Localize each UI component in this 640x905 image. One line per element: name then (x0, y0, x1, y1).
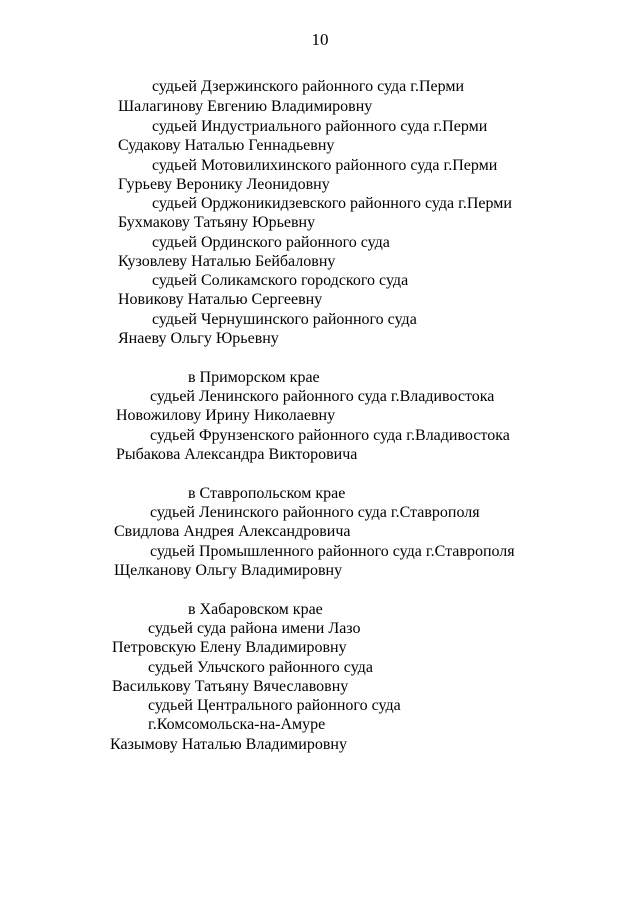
court-line: судьей суда района имени Лазо (148, 620, 361, 637)
judge-name: Новожилову Ирину Николаевну (116, 407, 336, 424)
judge-name: Казымову Наталью Владимировну (110, 736, 347, 753)
judge-name: Шалагинову Евгению Владимировну (118, 98, 373, 115)
court-line: судьей Мотовилихинского районного суда г.Перми (152, 157, 498, 174)
judge-name: Василькову Татьяну Вячеславовну (112, 678, 349, 695)
page-number: 10 (311, 30, 329, 49)
region-heading: в Приморском крае (188, 369, 320, 386)
judge-name: Новикову Наталью Сергеевну (118, 291, 323, 308)
court-line: судьей Ульчского районного суда (148, 659, 373, 676)
court-line: судьей Дзержинского районного суда г.Перми (152, 78, 465, 95)
court-line: судьей Ординского районного суда (152, 234, 390, 251)
judge-name: Гурьеву Веронику Леонидовну (118, 176, 330, 193)
court-line: судьей Ленинского районного суда г.Владивостока (150, 388, 495, 405)
court-line: судьей Фрунзенского районного суда г.Владивостока (150, 427, 510, 444)
court-line: судьей Ленинского районного суда г.Ставрополя (150, 504, 480, 521)
court-line: судьей Соликамского городского суда (152, 272, 409, 289)
court-line: судьей Индустриального районного суда г.Перми (152, 118, 488, 135)
judge-name: Бухмакову Татьяну Юрьевну (118, 214, 316, 231)
judge-name: Рыбакова Александра Викторовича (116, 446, 358, 463)
court-line: судьей Чернушинского районного суда (152, 311, 417, 328)
court-line-continued: г.Комсомольска-на-Амуре (148, 716, 326, 733)
judge-name: Свидлова Андрея Александровича (114, 523, 351, 540)
court-line: судьей Промышленного районного суда г.Ставрополя (150, 543, 515, 560)
judge-name: Щелканову Ольгу Владимировну (114, 562, 343, 579)
court-line: судьей Центрального районного суда (148, 697, 401, 714)
judge-name: Судакову Наталью Геннадьевну (118, 137, 335, 154)
judge-name: Янаеву Ольгу Юрьевну (118, 330, 279, 347)
court-line: судьей Орджоникидзевского районного суда г.Перми (152, 195, 512, 212)
region-heading: в Хабаровском крае (188, 601, 323, 618)
judge-name: Кузовлеву Наталью Бейбаловну (118, 253, 336, 270)
region-heading: в Ставропольском крае (188, 485, 346, 502)
judge-name: Петровскую Елену Владимировну (112, 639, 347, 656)
